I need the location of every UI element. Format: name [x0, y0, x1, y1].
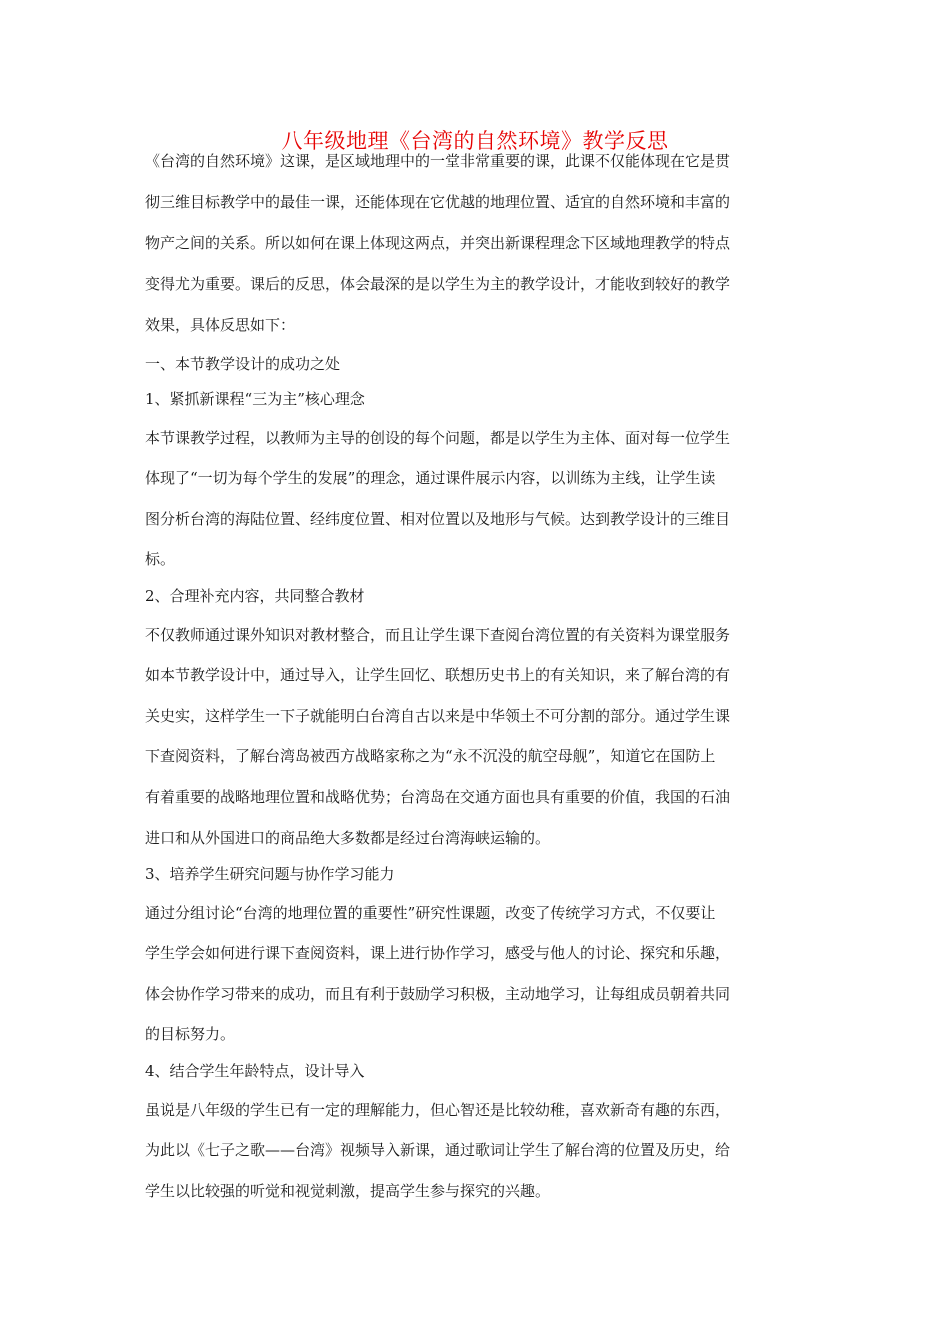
text-line: 虽说是八年级的学生已有一定的理解能力，但心智还是比较幼稚，喜欢新奇有趣的东西， [145, 1101, 731, 1119]
text-line: 通过分组讨论“台湾的地理位置的重要性”研究性课题，改变了传统学习方式，不仅要让 [145, 904, 716, 922]
text-line: 本节课教学过程，以教师为主导的创设的每个问题，都是以学生为主体、面对每一位学生 [145, 429, 731, 447]
section-heading: 一、本节教学设计的成功之处 [145, 355, 341, 373]
subsection-heading: 2、合理补充内容，共同整合教材 [145, 587, 365, 605]
text-line: 物产之间的关系。所以如何在课上体现这两点，并突出新课程理念下区域地理教学的特点 [145, 234, 731, 252]
text-line: 学生学会如何进行课下查阅资料，课上进行协作学习，感受与他人的讨论、探究和乐趣， [145, 944, 731, 962]
text-line: 学生以比较强的听觉和视觉刺激，提高学生参与探究的兴趣。 [145, 1182, 551, 1200]
text-line: 标。 [145, 550, 176, 568]
text-line: 有着重要的战略地理位置和战略优势；台湾岛在交通方面也具有重要的价值，我国的石油 [145, 788, 731, 806]
text-line: 为此以《七子之歌——台湾》视频导入新课，通过歌词让学生了解台湾的位置及历史，给 [145, 1141, 731, 1159]
text-line: 不仅教师通过课外知识对教材整合，而且让学生课下查阅台湾位置的有关资料为课堂服务 [145, 626, 731, 644]
text-line: 关史实，这样学生一下子就能明白台湾自古以来是中华领土不可分割的部分。通过学生课 [145, 707, 731, 725]
text-line: 彻三维目标教学中的最佳一课，还能体现在它优越的地理位置、适宜的自然环境和丰富的 [145, 193, 731, 211]
text-line: 体会协作学习带来的成功，而且有利于鼓励学习积极，主动地学习，让每组成员朝着共同 [145, 985, 731, 1003]
text-line: 的目标努力。 [145, 1025, 236, 1043]
text-line: 如本节教学设计中，通过导入，让学生回忆、联想历史书上的有关知识，来了解台湾的有 [145, 666, 731, 684]
text-line: 图分析台湾的海陆位置、经纬度位置、相对位置以及地形与气候。达到教学设计的三维目 [145, 510, 731, 528]
text-line: 变得尤为重要。课后的反思，体会最深的是以学生为主的教学设计，才能收到较好的教学 [145, 275, 731, 293]
subsection-heading: 1、紧抓新课程“三为主”核心理念 [145, 390, 365, 408]
text-line: 进口和从外国进口的商品绝大多数都是经过台湾海峡运输的。 [145, 829, 551, 847]
text-line: 下查阅资料，了解台湾岛被西方战略家称之为“永不沉没的航空母舰”，知道它在国防上 [145, 747, 716, 765]
subsection-heading: 4、结合学生年龄特点，设计导入 [145, 1062, 365, 1080]
text-line: 《台湾的自然环境》这课，是区域地理中的一堂非常重要的课，此课不仅能体现在它是贯 [145, 152, 731, 170]
subsection-heading: 3、培养学生研究问题与协作学习能力 [145, 865, 395, 883]
text-line: 效果，具体反思如下： [145, 316, 296, 334]
text-line: 体现了“一切为每个学生的发展”的理念，通过课件展示内容，以训练为主线，让学生读 [145, 469, 716, 487]
document-title: 八年级地理《台湾的自然环境》教学反思 [281, 129, 669, 153]
